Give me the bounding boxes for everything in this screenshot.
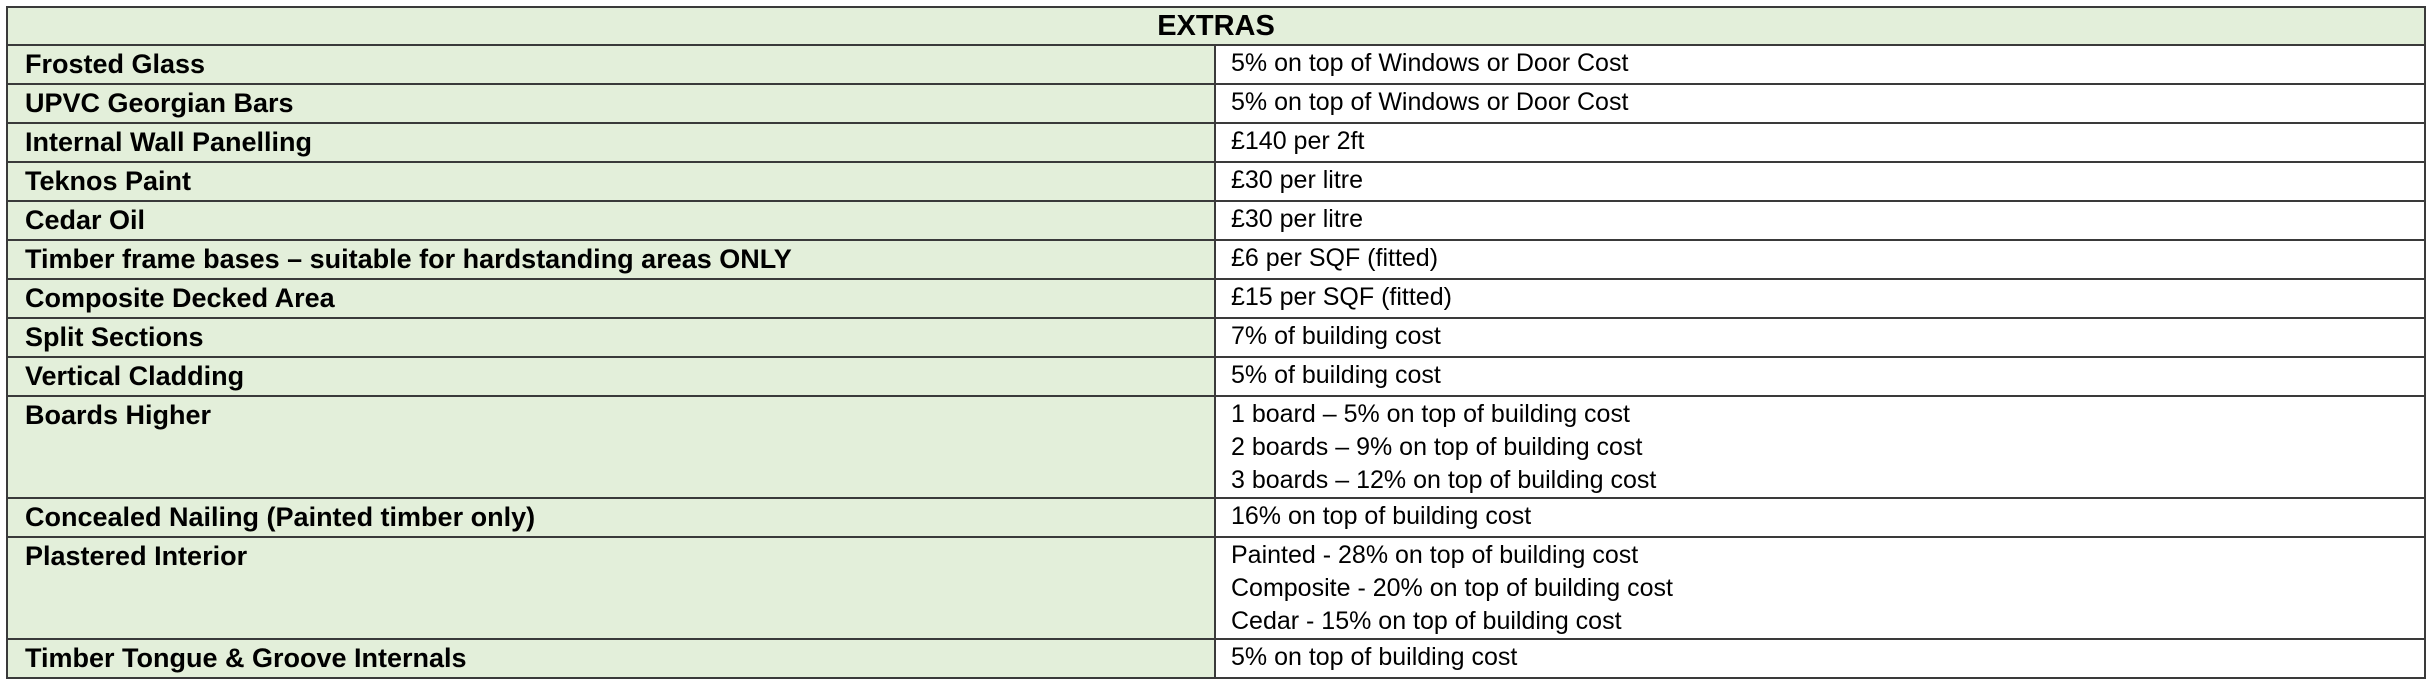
price-line: 5% of building cost bbox=[1231, 361, 1441, 389]
extra-item-name: Internal Wall Panelling bbox=[7, 123, 1215, 162]
extra-item-name: Split Sections bbox=[7, 318, 1215, 357]
extras-table bbox=[6, 6, 2426, 679]
table-row bbox=[7, 357, 2425, 396]
extra-item-price bbox=[1215, 162, 2425, 201]
extra-item-price bbox=[1215, 84, 2425, 123]
table-row bbox=[7, 201, 2425, 240]
extra-item-name: Boards Higher bbox=[7, 396, 1215, 498]
extra-item-price bbox=[1215, 123, 2425, 162]
extra-item-name: Composite Decked Area bbox=[7, 279, 1215, 318]
extra-item-name: Cedar Oil bbox=[7, 201, 1215, 240]
extra-item-price bbox=[1215, 396, 2425, 498]
extra-item-name: Teknos Paint bbox=[7, 162, 1215, 201]
table-row bbox=[7, 537, 2425, 639]
table-row bbox=[7, 123, 2425, 162]
extra-item-price bbox=[1215, 537, 2425, 639]
price-line: 5% on top of Windows or Door Cost bbox=[1231, 49, 1629, 77]
price-line: 2 boards – 9% on top of building cost bbox=[1231, 433, 1643, 461]
price-line: 3 boards – 12% on top of building cost bbox=[1231, 466, 1657, 494]
extra-item-price bbox=[1215, 201, 2425, 240]
extra-item-price bbox=[1215, 279, 2425, 318]
extras-sheet bbox=[6, 6, 2424, 679]
price-line: 16% on top of building cost bbox=[1231, 502, 1532, 530]
price-line: Cedar - 15% on top of building cost bbox=[1231, 607, 1622, 635]
price-line: 5% on top of building cost bbox=[1231, 643, 1518, 671]
extra-item-price bbox=[1215, 639, 2425, 678]
extra-item-name: Frosted Glass bbox=[7, 45, 1215, 84]
price-line: £30 per litre bbox=[1231, 166, 1364, 194]
table-row bbox=[7, 639, 2425, 678]
price-line: £140 per 2ft bbox=[1231, 127, 1365, 155]
extra-item-price bbox=[1215, 45, 2425, 84]
extra-item-price bbox=[1215, 240, 2425, 279]
price-line: 5% on top of Windows or Door Cost bbox=[1231, 88, 1629, 116]
price-line: Composite - 20% on top of building cost bbox=[1231, 574, 1673, 602]
extra-item-price bbox=[1215, 498, 2425, 537]
extra-item-name: Vertical Cladding bbox=[7, 357, 1215, 396]
title-row bbox=[7, 7, 2425, 45]
extra-item-price bbox=[1215, 357, 2425, 396]
extra-item-name: Plastered Interior bbox=[7, 537, 1215, 639]
table-row bbox=[7, 45, 2425, 84]
extra-item-name: Timber Tongue & Groove Internals bbox=[7, 639, 1215, 678]
table-row bbox=[7, 498, 2425, 537]
price-line: £30 per litre bbox=[1231, 205, 1364, 233]
table-row bbox=[7, 240, 2425, 279]
price-line: £6 per SQF (fitted) bbox=[1231, 244, 1439, 272]
price-line: 7% of building cost bbox=[1231, 322, 1441, 350]
table-row bbox=[7, 318, 2425, 357]
table-row bbox=[7, 279, 2425, 318]
table-title: EXTRAS bbox=[7, 7, 2425, 45]
price-line: £15 per SQF (fitted) bbox=[1231, 283, 1452, 311]
extra-item-name: Concealed Nailing (Painted timber only) bbox=[7, 498, 1215, 537]
extra-item-name: Timber frame bases – suitable for hardstanding areas ONLY bbox=[7, 240, 1215, 279]
table-row bbox=[7, 84, 2425, 123]
extra-item-price bbox=[1215, 318, 2425, 357]
price-line: Painted - 28% on top of building cost bbox=[1231, 541, 1639, 569]
extra-item-name: UPVC Georgian Bars bbox=[7, 84, 1215, 123]
table-row bbox=[7, 162, 2425, 201]
table-row bbox=[7, 396, 2425, 498]
price-line: 1 board – 5% on top of building cost bbox=[1231, 400, 1630, 428]
